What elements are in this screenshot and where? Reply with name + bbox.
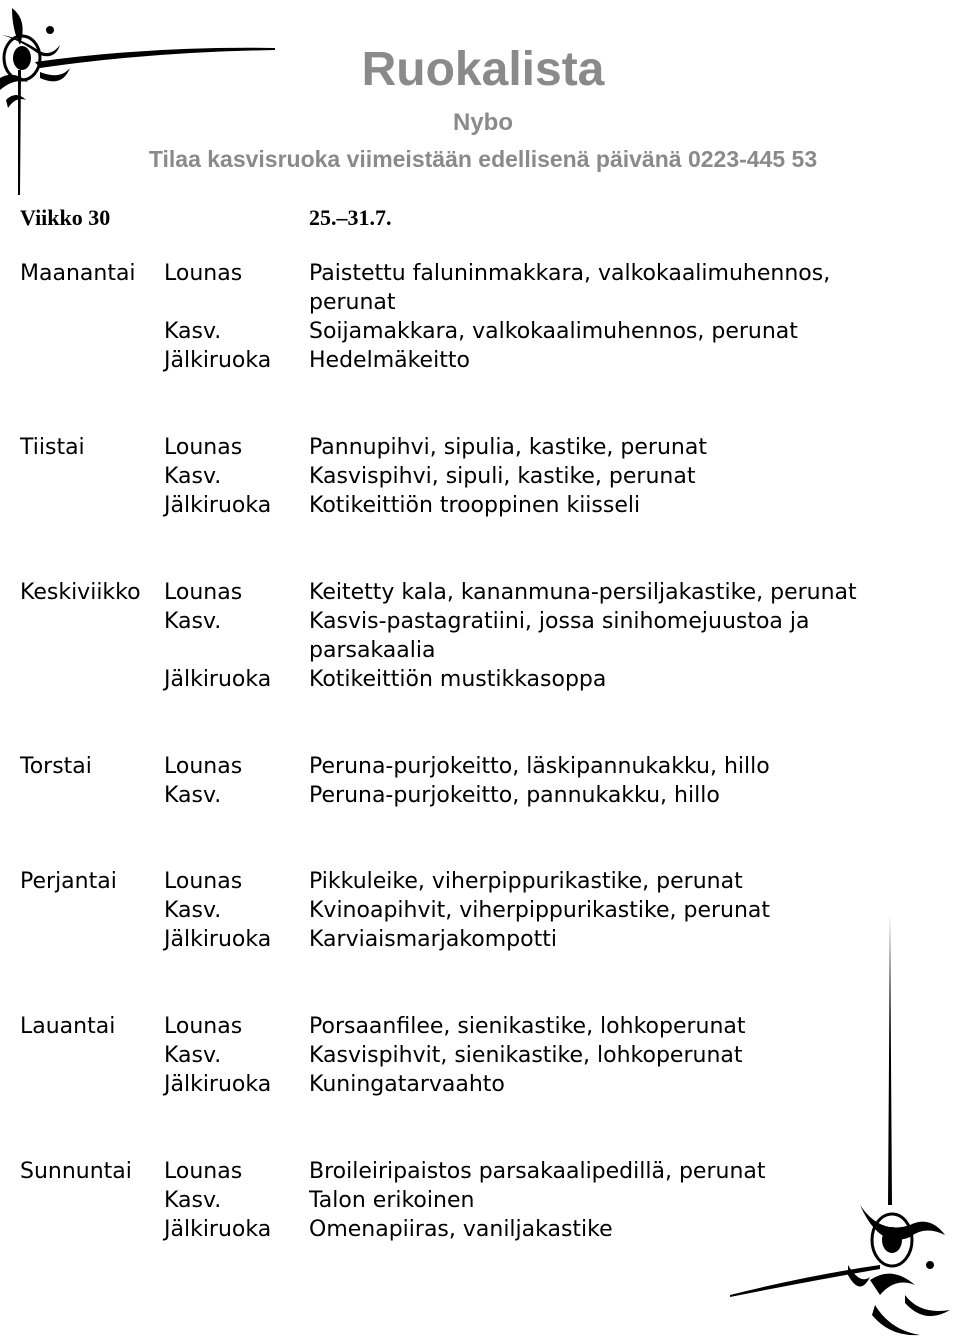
dish: Keitetty kala, kananmuna-persiljakastike, perunat — [309, 580, 857, 605]
meal-type: Jälkiruoka — [164, 348, 272, 373]
dish: Kotikeittiön trooppinen kiisseli — [309, 493, 641, 518]
dish: Kuningatarvaahto — [309, 1072, 505, 1097]
dish: Talon erikoinen — [309, 1188, 475, 1213]
meal-type: Kasv. — [164, 609, 222, 634]
meal-type: Kasv. — [164, 1043, 222, 1068]
day-block-sunnuntai — [20, 1157, 920, 1244]
dish: Hedelmäkeitto — [309, 348, 470, 373]
meal-type: Jälkiruoka — [164, 927, 272, 952]
dish: Kotikeittiön mustikkasoppa — [309, 667, 607, 692]
meal-type: Jälkiruoka — [164, 667, 272, 692]
meal-type: Lounas — [164, 435, 243, 460]
day-name: Keskiviikko — [20, 580, 141, 605]
dish: Omenapiiras, vaniljakastike — [309, 1217, 613, 1242]
day-name: Lauantai — [20, 1014, 116, 1039]
day-block-keskiviikko — [20, 578, 920, 694]
meal-type: Kasv. — [164, 464, 222, 489]
day-block-perjantai — [20, 867, 920, 954]
meal-type: Jälkiruoka — [164, 493, 272, 518]
meal-type: Lounas — [164, 869, 243, 894]
dish: Peruna-purjokeitto, pannukakku, hillo — [309, 783, 720, 808]
day-name: Perjantai — [20, 869, 117, 894]
meal-type: Lounas — [164, 261, 243, 286]
meal-type: Lounas — [164, 1014, 243, 1039]
dish: Peruna-purjokeitto, läskipannukakku, hillo — [309, 754, 770, 779]
dish: Paistettu faluninmakkara, valkokaalimuhennos, perunat — [309, 261, 831, 315]
dish: Kasvispihvi, sipuli, kastike, perunat — [309, 464, 696, 489]
meal-type: Kasv. — [164, 898, 222, 923]
day-block-lauantai — [20, 1012, 920, 1099]
day-block-tiistai — [20, 433, 920, 520]
dish: Soijamakkara, valkokaalimuhennos, perunat — [309, 319, 798, 344]
meal-type: Jälkiruoka — [164, 1072, 272, 1097]
dish: Pannupihvi, sipulia, kastike, perunat — [309, 435, 707, 460]
meal-type: Lounas — [164, 580, 243, 605]
page-title: Ruokalista — [361, 43, 605, 96]
dish: Kvinoapihvit, viherpippurikastike, perunat — [309, 898, 771, 923]
week-dates: 25.–31.7. — [309, 205, 392, 230]
day-name: Tiistai — [20, 435, 85, 460]
meal-type: Lounas — [164, 1159, 243, 1184]
dish: Porsaanfilee, sienikastike, lohkoperunat — [309, 1014, 746, 1039]
meal-type: Kasv. — [164, 319, 222, 344]
corner-flourish-bottom-right-icon — [720, 905, 960, 1342]
location-name: Nybo — [453, 109, 513, 136]
day-block-torstai — [20, 752, 920, 810]
order-notice: Tilaa kasvisruoka viimeistään edellisenä päivänä 0223-445 53 — [148, 146, 818, 172]
dish: Kasvispihvit, sienikastike, lohkoperunat — [309, 1043, 743, 1068]
day-block-maanantai — [20, 259, 920, 375]
dish: Kasvis-pastagratiini, jossa sinihomejuustoa ja parsakaalia — [309, 609, 810, 663]
day-name: Sunnuntai — [20, 1159, 132, 1184]
meal-type: Kasv. — [164, 783, 222, 808]
dish: Karviaismarjakompotti — [309, 927, 557, 952]
dish: Broileiripaistos parsakaalipedillä, perunat — [309, 1159, 766, 1184]
meal-type: Lounas — [164, 754, 243, 779]
week-label: Viikko 30 — [20, 205, 111, 230]
meal-type: Jälkiruoka — [164, 1217, 272, 1242]
day-name: Torstai — [20, 754, 92, 779]
meal-type: Kasv. — [164, 1188, 222, 1213]
dish: Pikkuleike, viherpippurikastike, perunat — [309, 869, 743, 894]
day-name: Maanantai — [20, 261, 136, 286]
